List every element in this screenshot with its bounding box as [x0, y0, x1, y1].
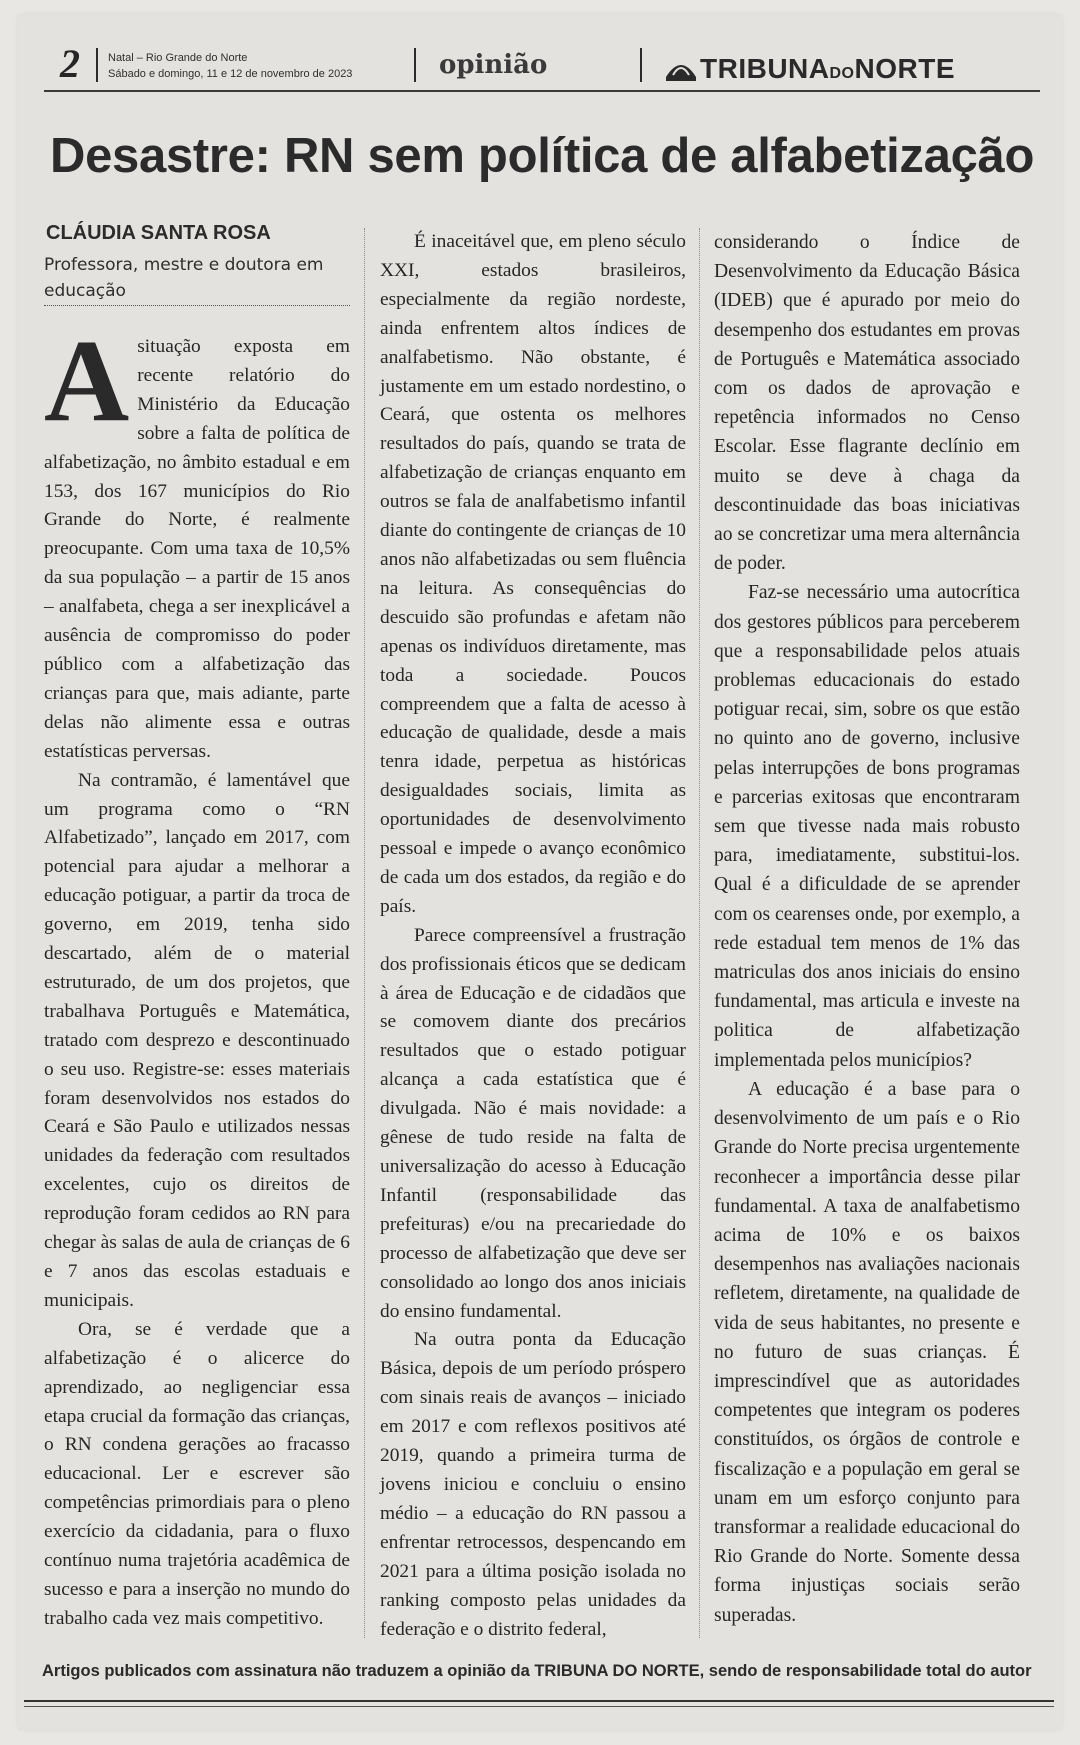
edition-date: Sábado e domingo, 11 e 12 de novembro de 2023: [108, 68, 353, 80]
article-column-3: [714, 228, 1020, 1630]
article-paragraph: A educação é a base para o desenvolvimento de um país e o Rio Grande do Norte precisa urgentemente reconhecer a importância desse pilar fundamental. A taxa de analfabetismo acima de 10% e os baixos desempenhos nas avaliações nacionais refletem, diretamente, na qualidade de vida de seus habitantes, no presente e no futuro de suas crianças. É imprescindível que as autoridades competentes que integram os poderes constituídos, os órgãos de controle e fiscalização e a população em geral se unam em um esforço conjunto para transformar a realidade educacional do Rio Grande do Norte. Somente dessa forma injustiças sociais serão superadas.: [714, 1078, 1020, 1626]
drop-cap: A: [44, 315, 130, 446]
article-paragraph: Na contramão, é lamentável que um programa como o “RN Alfabetizado”, lançado em 2017, com potencial para ajudar a melhorar a educação potiguar, a partir da troca de governo, em 2019, tenha sido descartado, além de o material estruturado, de um dos projetos, que trabalhava Português e Matemática, tratado com desprezo e descontinuado o seu uso. Registre-se: esses materiais foram desenvolvidos nos estados do Ceará e São Paulo e utilizados nessas unidades da federação com resultados excelentes, cujo os direitos de reprodução foram cedidos ao RN para chegar às salas de aula de crianças de 6 e 7 anos das escolas estaduais e municipais.: [44, 769, 350, 1311]
paragraph-text: situação exposta em recente relatório do Ministério da Educação sobre a falta de política de alfabetização, no âmbito estadual e em 153, dos 167 municípios do Rio Grande do Norte, é realmente preocupante. Com uma taxa de 10,5% da sua população – a partir de 15 anos – analfabeta, chega a ser inexplicável a ausência de compromisso do poder público com a alfabetização das crianças para que, mais adiante, parte delas não alimente essa e outras estatísticas perversas.: [44, 336, 350, 762]
article-column-1: [44, 315, 350, 1634]
article-title: Desastre: RN sem política de alfabetização: [50, 129, 1035, 183]
logo-text-right: NORTE: [854, 53, 955, 84]
logo-text-left: TRIBUNA: [700, 53, 830, 84]
header-rule: [44, 90, 1040, 92]
article-paragraph: É inaceitável que, em pleno século XXI, estados brasileiros, especialmente da região nordeste, ainda enfrentem altos índices de analfabetismo. Não obstante, é justamente em um estado nordestino, o Ceará, que ostenta os melhores resultados do país, quando se trata de alfabetização de crianças enquanto em outros se fala de analfabetismo infantil diante do contingente de crianças de 10 anos não alfabetizadas ou sem fluência na leitura. As consequências do descuido são profundas e afetam não apenas os indivíduos diretamente, mas toda a sociedade. Poucos compreendem que a falta de acesso à educação de qualidade, desde a mais tenra idade, perpetua as históricas desigualdades sociais, limita as oportunidades de desenvolvimento pessoal e impede o avanço econômico de cada um dos estados, da região e do país.: [380, 231, 686, 917]
byline-rule: [44, 305, 350, 306]
author-name: CLÁUDIA SANTA ROSA: [46, 222, 271, 244]
newspaper-logo: [664, 52, 1040, 86]
page-header: [44, 36, 1040, 94]
section-name: opinião: [439, 50, 548, 80]
page-number: 2: [60, 41, 80, 86]
article-paragraph: Parece compreensível a frustração dos profissionais éticos que se dedicam à área de Educação e de cidadãos que se comovem diante dos precários resultados que o estado potiguar alcança a cada estatística que é divulgada. Não é mais novidade: a gênese de tudo reside na falta de universalização do acesso à Educação Infantil (responsabilidade das prefeituras) e/ou na precariedade do processo de alfabetização que deve ser consolidado ao longo dos anos iniciais do ensino fundamental.: [380, 924, 686, 1322]
article-paragraph: Na outra ponta da Educação Básica, depois de um período próspero com sinais reais de avanços – iniciado em 2017 e com reflexos positivos até 2019, quando a primeira turma de jovens iniciou e concluiu o ensino médio – a educação do RN passou a enfrentar retrocessos, despencando em 2021 para a última posição isolada no ranking composto pelas unidades da federação e o distrito federal,: [380, 1329, 686, 1640]
logo-wordmark: [700, 52, 955, 91]
header-divider: [96, 48, 98, 82]
article-paragraph: [44, 315, 350, 767]
header-divider: [414, 48, 416, 82]
article-paragraph: Ora, se é verdade que a alfabetização é o alicerce do aprendizado, ao negligenciar essa etapa crucial da formação das crianças, o RN condena gerações ao fracasso educacional. Ler e escrever são competências primordiais para o pleno exercício da cidadania, para o fluxo contínuo numa trajetória acadêmica de sucesso e para a inserção no mundo do trabalho cada vez mais competitivo.: [44, 1318, 350, 1629]
footer-rule: [24, 1706, 1054, 1707]
article-paragraph: Faz-se necessário uma autocrítica dos gestores públicos para perceberem que a responsabilidade pelos atuais problemas educacionais do estado potiguar recai, sim, sobre os que estão no quinto ano de governo, inclusive pelas interrupções de bons programas e parcerias exitosas que encontraram sem que tivesse nada mais robusto para, imediatamente, substitui-los. Qual é a dificuldade de se aprender com os cearenses onde, por exemplo, a rede estadual tem menos de 1% das matriculas dos anos iniciais do ensino fundamental, mas articula e investe na politica de alfabetização implementada pelos municípios?: [714, 582, 1020, 1071]
author-description: Professora, mestre e doutora em educação: [44, 255, 324, 301]
footer-disclaimer: Artigos publicados com assinatura não traduzem a opinião da TRIBUNA DO NORTE, sendo de responsabilidade total do autor: [42, 1662, 1032, 1680]
header-divider: [640, 48, 642, 82]
article-paragraph: considerando o Índice de Desenvolvimento da Educação Básica (IDEB) que é apurado por meio do desempenho dos estudantes em provas de Português e Matemática associado com os dados de aprovação e repetência informados no Censo Escolar. Esse flagrante declínio em muito se deve à chaga da descontinuidade das boas iniciativas ao se concretizar uma mera alternância de poder.: [714, 232, 1020, 575]
edition-location: Natal – Rio Grande do Norte: [108, 52, 248, 64]
footer-rule: [24, 1700, 1054, 1702]
column-divider: [364, 228, 365, 1638]
column-divider: [699, 228, 700, 1638]
article-column-2: [380, 228, 686, 1644]
logo-text-small: DO: [829, 65, 855, 82]
dome-logo-icon: [664, 53, 698, 83]
